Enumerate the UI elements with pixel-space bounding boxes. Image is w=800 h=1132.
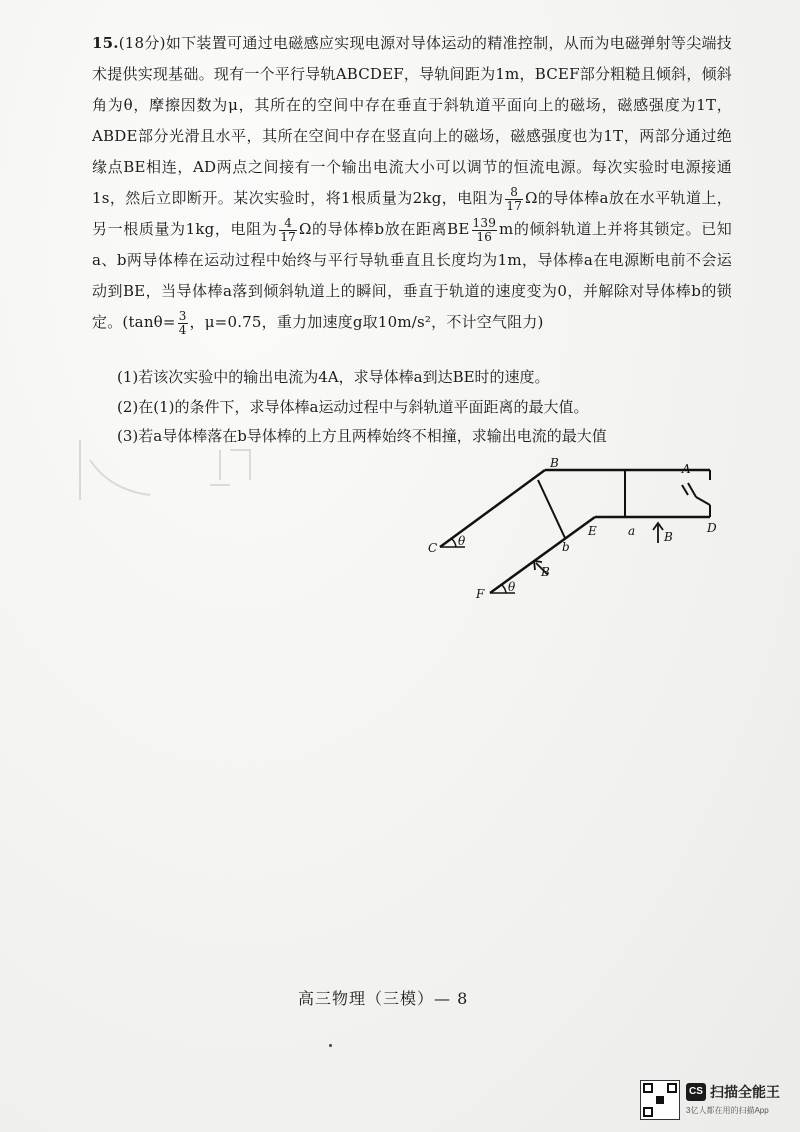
label-A: A (682, 462, 691, 476)
label-theta-1: θ (458, 534, 466, 548)
label-F: F (476, 587, 485, 601)
problem-text-2: Ω的导体棒a放在水平轨道上，另一根质量为1kg，电阻为 (92, 189, 732, 238)
problem-points: (18分) (118, 34, 166, 52)
problem-number: 15. (92, 34, 119, 52)
fraction-resistance-b: $\frac{4}{17}$ (280, 215, 297, 244)
label-C: C (428, 541, 438, 555)
camscanner-name: 扫描全能王 (710, 1084, 780, 1100)
label-E: E (588, 524, 597, 538)
label-D: D (707, 521, 717, 535)
battery-plate-2 (688, 483, 696, 497)
battery-plate-1 (682, 485, 688, 495)
label-field-incline: B (541, 565, 550, 579)
problem-text-3: Ω的导体棒b放在距离BE (299, 220, 470, 238)
rail-diagram (420, 455, 720, 605)
problem-text-5: ，μ=0.75，重力加速度g取10m/s²，不计空气阻力) (189, 313, 544, 331)
subquestion-3: (3)若a导体棒落在b导体棒的上方且两棒始终不相撞，求输出电流的最大值 (117, 427, 607, 445)
camscanner-logo: CS (686, 1083, 706, 1101)
page-footer: 高三物理（三模）— 8 (298, 989, 469, 1008)
problem-text-4: m的倾斜轨道上并将其锁定。已知a、b两导体棒在运动过程中始终与平行导轨垂直且长度均为1m，导体棒a在电源断电前不会运动到BE，当导体棒a落到倾斜轨道上的瞬间，垂直于轨道的速度变为0，并解除对导体棒b的锁定。(tanθ= (92, 220, 732, 331)
fraction-distance: $\frac{139}{16}$ (472, 215, 497, 244)
problem-statement (92, 28, 732, 338)
bleed-through-marks (70, 440, 300, 530)
rail-EF (490, 517, 595, 593)
problem-text-1: 如下装置可通过电磁感应实现电源对导体运动的精准控制，从而为电磁弹射等尖端技术提供实现基础。现有一个平行导轨ABCDEF，导轨间距为1m，BCEF部分粗糙且倾斜，倾斜角为θ，摩擦因数为μ，其所在的空间中存在垂直于斜轨道平面向上的磁场，磁感强度为1T，ABDE部分光滑且水平，其所在空间中存在竖直向上的磁场，磁感强度也为1T，两部分通过绝缘点BE相连，AD两点之间接有一个输出电流大小可以调节的恒流电源。每次实验时电源接通1s，然后立即断开。某次实验时，将1根质量为2kg，电阻为 (92, 34, 733, 207)
subquestion-2: (2)在(1)的条件下，求导体棒a运动过程中与斜轨道平面距离的最大值。 (117, 398, 589, 416)
label-field-horizontal: B (664, 530, 673, 544)
rod-b (538, 480, 565, 538)
fraction-resistance-a: $\frac{8}{17}$ (506, 184, 523, 213)
label-a: a (628, 524, 636, 538)
fraction-tan: $\frac{3}{4}$ (178, 308, 187, 337)
problem-15 (92, 28, 732, 338)
label-B: B (550, 456, 559, 470)
speck (329, 1044, 332, 1047)
rail-BC (440, 470, 545, 547)
qr-code-icon (640, 1080, 680, 1120)
subquestion-1: (1)若该次实验中的输出电流为4A，求导体棒a到达BE时的速度。 (117, 368, 550, 386)
label-theta-2: θ (508, 580, 516, 594)
label-b: b (562, 540, 570, 554)
scanner-watermark (640, 1080, 790, 1124)
camscanner-slogan: 3亿人都在用的扫描App (686, 1106, 769, 1115)
